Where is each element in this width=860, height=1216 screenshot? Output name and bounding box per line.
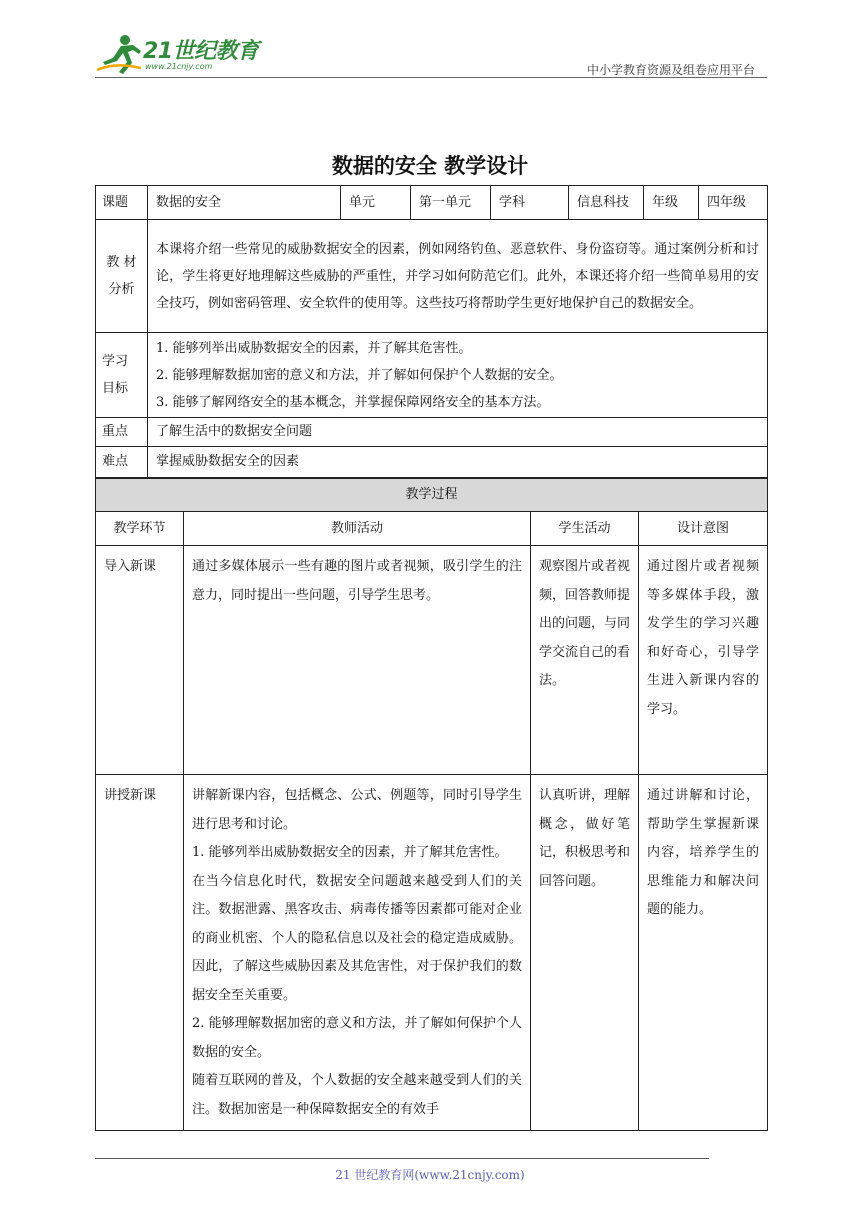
paragraph: 讲解新课内容，包括概念、公式、例题等，同时引导学生进行思考和讨论。 bbox=[192, 788, 522, 832]
subject-value: 信息科技 bbox=[569, 186, 644, 220]
paragraph: 1. 能够列举出威胁数据安全的因素，并了解其危害性。 bbox=[192, 845, 508, 860]
footer-divider bbox=[95, 1158, 709, 1159]
analysis-text: 本课将介绍一些常见的威胁数据安全的因素，例如网络钓鱼、恶意软件、身份盗窃等。通过案例分析和讨论，学生将更好地理解这些威胁的严重性，并学习如何防范它们。此外，本课还将介绍一些简单易用的安全技巧，例如密码管理、安全软件的使用等。这些技巧将帮助学生更好地保护自己的数据安全。 bbox=[148, 220, 768, 333]
teacher-activity-cell bbox=[184, 775, 531, 1131]
grade-value: 四年级 bbox=[699, 186, 768, 220]
column-header: 教学环节 bbox=[96, 512, 184, 546]
paragraph: 在当今信息化时代，数据安全问题越来越受到人们的关注。数据泄露、黑客攻击、病毒传播等因素都可能对企业的商业机密、个人的隐私信息以及社会的稳定造成威胁。因此，了解这些威胁因素及其危害性，对于保护我们的数据安全至关重要。 bbox=[192, 873, 522, 1003]
logo-url: www.21cnjy.com bbox=[145, 62, 213, 71]
unit-label: 单元 bbox=[341, 186, 411, 220]
platform-name: 中小学教育资源及组卷应用平台 bbox=[586, 63, 755, 77]
teaching-process-table bbox=[95, 478, 768, 1131]
stage-cell: 导入新课 bbox=[96, 546, 184, 775]
stage-cell: 讲授新课 bbox=[96, 775, 184, 1131]
difficulty-label: 难点 bbox=[96, 447, 148, 478]
column-header: 教师活动 bbox=[184, 512, 531, 546]
footer-text[interactable]: 21 世纪教育网(www.21cnjy.com) bbox=[335, 1168, 525, 1182]
topic-value: 数据的安全 bbox=[148, 186, 341, 220]
goal-item: 3. 能够了解网络安全的基本概念，并掌握保障网络安全的基本方法。 bbox=[156, 394, 550, 410]
teacher-activity-cell: 通过多媒体展示一些有趣的图片或者视频，吸引学生的注意力，同时提出一些问题，引导学生思考。 bbox=[184, 546, 531, 775]
lesson-info-table bbox=[95, 185, 768, 478]
column-header: 学生活动 bbox=[531, 512, 639, 546]
key-point-text: 了解生活中的数据安全问题 bbox=[148, 418, 768, 447]
runner-logo-icon bbox=[95, 32, 145, 76]
key-point-label: 重点 bbox=[96, 418, 148, 447]
goals-list bbox=[148, 333, 768, 418]
student-activity-cell: 认真听讲，理解概念，做好笔记，积极思考和回答问题。 bbox=[531, 775, 639, 1131]
site-logo[interactable] bbox=[95, 30, 265, 78]
unit-value: 第一单元 bbox=[411, 186, 491, 220]
goals-label: 学习 目标 bbox=[96, 333, 148, 418]
process-heading: 教学过程 bbox=[96, 479, 768, 512]
grade-label: 年级 bbox=[644, 186, 699, 220]
paragraph: 随着互联网的普及，个人数据的安全越来越受到人们的关注。数据加密是一种保障数据安全的有效手 bbox=[192, 1073, 522, 1117]
logo-text: 21世纪教育 bbox=[143, 39, 259, 64]
table-row bbox=[96, 546, 768, 775]
design-intent-cell: 通过图片或者视频等多媒体手段，激发学生的学习兴趣和好奇心，引导学生进入新课内容的学习。 bbox=[639, 546, 768, 775]
subject-label: 学科 bbox=[491, 186, 569, 220]
paragraph: 2. 能够理解数据加密的意义和方法，并了解如何保护个人数据的安全。 bbox=[192, 1016, 522, 1060]
header-divider bbox=[95, 77, 767, 78]
topic-label: 课题 bbox=[96, 186, 148, 220]
goal-item: 2. 能够理解数据加密的意义和方法，并了解如何保护个人数据的安全。 bbox=[156, 367, 563, 383]
goal-item: 1. 能够列举出威胁数据安全的因素，并了解其危害性。 bbox=[156, 340, 472, 356]
table-row bbox=[96, 775, 768, 1131]
page-header bbox=[95, 30, 765, 80]
design-intent-cell: 通过讲解和讨论，帮助学生掌握新课内容，培养学生的思维能力和解决问题的能力。 bbox=[639, 775, 768, 1131]
analysis-label: 教 材 分析 bbox=[96, 220, 148, 333]
column-header: 设计意图 bbox=[639, 512, 768, 546]
difficulty-text: 掌握威胁数据安全的因素 bbox=[148, 447, 768, 478]
document-title: 数据的安全 教学设计 bbox=[331, 154, 529, 178]
student-activity-cell: 观察图片或者视频，回答教师提出的问题，与同学交流自己的看法。 bbox=[531, 546, 639, 775]
